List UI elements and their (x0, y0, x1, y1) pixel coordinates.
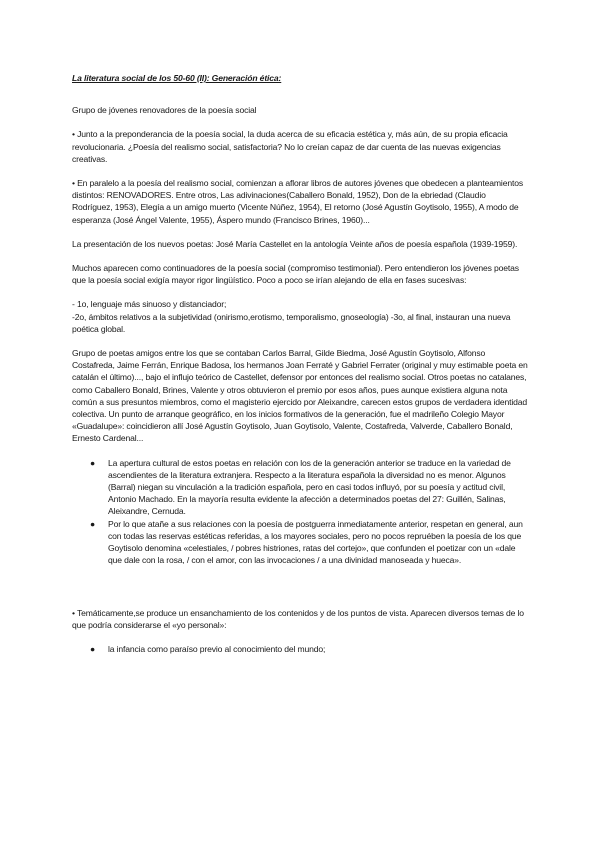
document-title: La literatura social de los 50-60 (II): Generación ética: (72, 73, 282, 83)
spacer (72, 579, 528, 607)
list-item (72, 457, 528, 518)
paragraph-7: • Temáticamente,se produce un ensanchamiento de los contenidos y de los puntos de vista. Aparecen diversos temas de lo que podría considerarse el «yo personal»: (72, 607, 524, 630)
document-subtitle: Grupo de jóvenes renovadores de la poesía social (72, 105, 257, 116)
paragraph-1: • Junto a la preponderancia de la poesía social, la duda acerca de su eficacia estética y, más aún, de su propia eficacia revolucionaria. ¿Poesía del realismo social, satisfactoria? No lo creían capaz de dar cuenta de las nuevas exigencias creativas. (72, 129, 508, 164)
bullet-icon: ● (90, 457, 96, 468)
paragraph-4: Muchos aparecen como continuadores de la poesía social (compromiso testimonial). Pero entendieron los jóvenes poetas que la poesía social exigía mayor rigor lingüístico. Poco a poco se irían alejando de ella en fases sucesivas: (72, 263, 519, 286)
phase-line-2: -2o, ámbitos relativos a la subjetividad (onirismo,erotismo, temporalismo, gnoseología) -3o, al final, instauran una nueva poética global. (72, 311, 511, 334)
bullet-icon: ● (90, 643, 96, 654)
list-item (72, 518, 528, 567)
bullet-list-b (72, 643, 528, 655)
list-item (72, 643, 528, 655)
list-item-text: Por lo que atañe a sus relaciones con la poesía de postguerra inmediatamente anterior, respetan en general, aun con todas las reservas estéticas referidas, a los mayores sociales, pero no pocos repruében la poesía de los que Goytisolo denomina «celestiales, / pobres histriones, ratas del cortejo», que confunden el poetizar con un «dale que dale con la rosa, / con el amor, con las invocaciones / a una divinidad manoseada y hueca». (108, 518, 523, 566)
bullet-icon: ● (90, 518, 96, 529)
phase-line-1: - 1o, lenguaje más sinuoso y distanciador; (72, 299, 227, 310)
bullet-list-a (72, 457, 528, 567)
paragraph-3: La presentación de los nuevos poetas: José María Castellet en la antología Veinte años de poesía española (1939-1959). (72, 238, 518, 249)
document-page (72, 72, 528, 667)
list-item-text: La apertura cultural de estos poetas en relación con los de la generación anterior se traduce en la variedad de ascendientes de la literatura extranjera. Respecto a la literatura española la diversidad no es menor. Algunos (Barral) niegan su vinculación a la tradición española, pero en casi todos influyó, por su poesía y actitud civil, Antonio Machado. En la mayoría resulta evidente la afección a determinados poetas del 27: Guillén, Salinas, Aleixandre, Cernuda. (108, 457, 511, 517)
paragraph-2: • En paralelo a la poesía del realismo social, comienzan a aflorar libros de autores jóvenes que obedecen a planteamientos distintos: RENOVADORES. Entre otros, Las adivinaciones(Caballero Bonald, 1952), Don de la ebriedad (Claudio Rodríguez, 1953), Elegía a un amigo muerto (Vicente Núñez, 1954), El retorno (José Agustín Goytisolo, 1955), A modo de esperanza (José Ángel Valente, 1955), Áspero mundo (Francisco Brines, 1960)... (72, 178, 523, 225)
list-item-text: la infancia como paraíso previo al conocimiento del mundo; (108, 643, 326, 654)
paragraph-6: Grupo de poetas amigos entre los que se contaban Carlos Barral, Gilde Biedma, José Agustín Goytisolo, Alfonso Costafreda, Jaime Ferrán, Enrique Badosa, los hermanos Joan Ferraté y Gabriel Ferrater (original y muy estimable poeta en catalán el último)..., bajo el influjo teórico de Castellet, defensor por entonces del realismo social. Otros poetas no catalanes, como Caballero Bonald, Brines, Valente y otros obtuvieron el premio por esos años, pues aunque existiera alguna nota común a sus presuntos miembros, como el magisterio ejercido por Aleixandre, carecen estos grupos de verdadera identidad colectiva. Un punto de arranque geográfico, en los inicios formativos de la generación, fue el madrileño Colegio Mayor «Guadalupe»: coincidieron allí José Agustín Goytisolo, Juan Goytisolo, Valente, Costafreda, Valverde, Caballero Bonald, Ernesto Cardenal... (72, 348, 528, 444)
